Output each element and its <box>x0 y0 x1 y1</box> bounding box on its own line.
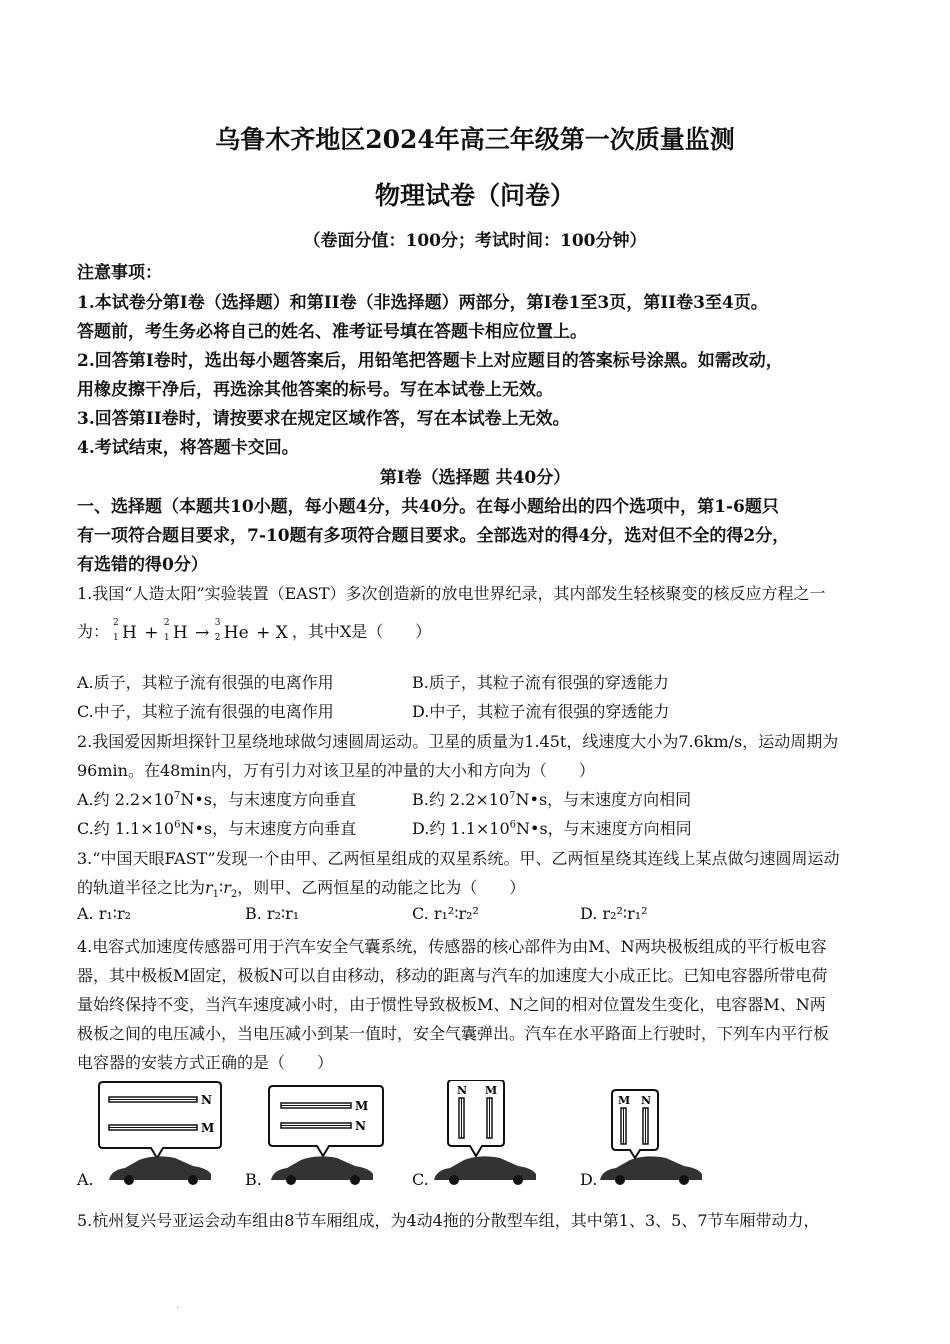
q1-stem: 1.我国“人造太阳”实验装置（EAST）多次创造新的放电世界纪录，其内部发生轻核聚变的核反应方程之一 <box>77 584 826 603</box>
q1-option-d[interactable]: D.中子，其粒子流有很强的穿透能力 <box>412 702 670 721</box>
plus-sign: + <box>256 622 271 643</box>
figure-d-capacitor-vertical[interactable] <box>598 1080 728 1185</box>
q3-stem-line2 <box>77 875 877 900</box>
q1-option-c[interactable]: C.中子，其粒子流有很强的电离作用 <box>77 702 334 721</box>
option-text: N•s，与末速度方向相同 <box>516 819 692 838</box>
plate-label-top: N <box>201 1093 212 1107</box>
nuclear-equation <box>113 617 288 643</box>
q2-stem: 2.我国爱因斯坦探针卫星绕地球做匀速圆周运动。卫星的质量为1.45t，线速度大小为7.6km/s，运动周期为 <box>77 732 839 751</box>
ratio-sign: ∶ <box>219 878 224 897</box>
q5-stem: 5.杭州复兴号亚运会动车组由8节车厢组成，为4动4拖的分散型车组，其中第1、3、5、7节车厢带动力， <box>77 1211 820 1230</box>
wheel-icon <box>615 1175 625 1185</box>
exponent: 6 <box>509 819 517 831</box>
element-symbol: H <box>122 622 137 643</box>
wheel-icon <box>188 1175 198 1185</box>
q1-option-b[interactable]: B.质子，其粒子流有很强的穿透能力 <box>412 673 669 692</box>
figure-b-capacitor-horizontal[interactable] <box>265 1080 395 1185</box>
wheel-icon <box>679 1175 689 1185</box>
figure-c-label[interactable]: C. <box>412 1170 429 1189</box>
subscript: 1 <box>212 889 220 901</box>
wheel-icon <box>286 1175 296 1185</box>
stem-text: ，则甲、乙两恒星的动能之比为（ ） <box>237 878 526 897</box>
plus-sign: + <box>144 622 159 643</box>
q2-option-c[interactable] <box>77 816 356 839</box>
part1-instruction: 有一项符合题目要求，7-10题有多项符合题目要求。全部选对的得4分，选对但不全的得2分， <box>77 526 790 546</box>
option-text: N•s，与末速度方向垂直 <box>180 819 357 838</box>
notice-line: 答题前，考生务必将自己的姓名、准考证号填在答题卡相应位置上。 <box>77 322 587 342</box>
figure-b-label[interactable]: B. <box>245 1170 262 1189</box>
arrow-icon: → <box>195 622 210 643</box>
q4-stem: 极板之间的电压减小，当电压减小到某一值时，安全气囊弹出。汽车在水平路面上行驶时，下列车内平行板 <box>77 1024 830 1043</box>
part1-instruction: 有选错的得0分） <box>77 555 208 575</box>
wheel-icon <box>513 1175 523 1185</box>
exponent: 6 <box>174 819 181 831</box>
exam-subtitle: 物理试卷（问卷） <box>374 181 575 210</box>
option-text: N•s，与末速度方向相同 <box>515 790 692 809</box>
part1-heading: 第I卷（选择题 共40分） <box>379 468 571 488</box>
wheel-icon <box>350 1175 360 1185</box>
q4-stem: 量始终保持不变，当汽车速度减小时，由于惯性导致极板M、N之间的相对位置发生变化，电容器M、N两 <box>77 995 826 1014</box>
option-text: B.约 2.2×10 <box>412 790 510 809</box>
q3-stem: 3.“中国天眼FAST”发现一个由甲、乙两恒星组成的双星系统。甲、乙两恒星绕其连线上某点做匀速圆周运动 <box>77 849 840 868</box>
exam-info: （卷面分值：100分；考试时间：100分钟） <box>303 231 647 251</box>
exam-title: 乌鲁木齐地区2024年高三年级第一次质量监测 <box>215 125 735 154</box>
q4-stem: 电容器的安装方式正确的是（ ） <box>77 1053 334 1072</box>
plate-label-left: N <box>457 1084 468 1097</box>
radius-symbol: r <box>205 878 213 897</box>
element-symbol: H <box>172 622 188 643</box>
notice-heading: 注意事项： <box>77 263 162 283</box>
wheel-icon <box>449 1175 459 1185</box>
plate-label-bottom: N <box>355 1119 366 1133</box>
q2-option-b[interactable] <box>412 787 691 810</box>
part1-instruction: 一、选择题（本题共10小题，每小题4分，共40分。在每小题给出的四个选项中，第1-6题只 <box>77 497 779 517</box>
mass-number: 2 <box>163 617 170 628</box>
unknown-particle: X <box>275 622 288 643</box>
plate-label-top: M <box>355 1099 369 1113</box>
q3-option-c[interactable]: C. r₁²∶r₂² <box>412 904 479 923</box>
q1-option-a[interactable]: A.质子，其粒子流有很强的电离作用 <box>77 673 334 692</box>
q2-option-d[interactable] <box>412 816 692 839</box>
exponent: 7 <box>509 790 516 802</box>
q2-option-a[interactable] <box>77 787 356 810</box>
stem-text: 的轨道半径之比为 <box>77 878 206 897</box>
plate-label-bottom: M <box>201 1121 215 1135</box>
figure-d-label[interactable]: D. <box>580 1170 598 1189</box>
exponent: 7 <box>173 790 181 802</box>
notice-line: 1.本试卷分第I卷（选择题）和第II卷（非选择题）两部分，第I卷1至3页，第II卷3至4页。 <box>77 293 768 313</box>
plate-label-right: M <box>485 1084 498 1097</box>
option-text: C.约 1.1×10 <box>77 819 175 838</box>
charge-number: 1 <box>113 632 119 643</box>
q3-option-a[interactable]: A. r₁∶r₂ <box>77 904 132 923</box>
q4-stem: 4.电容式加速度传感器可用于汽车安全气囊系统，传感器的核心部件为由M、N两块极板组成的平行板电容 <box>77 937 827 956</box>
q1-suffix: ，其中X是（ ） <box>291 622 432 641</box>
mass-number: 3 <box>214 617 221 628</box>
figure-a-capacitor-horizontal[interactable] <box>95 1080 225 1185</box>
wheel-icon <box>124 1175 134 1185</box>
option-text: N•s，与末速度方向垂直 <box>180 790 356 809</box>
charge-number: 1 <box>163 632 170 643</box>
notice-line: 3.回答第II卷时，请按要求在规定区域作答，写在本试卷上无效。 <box>77 409 570 429</box>
notice-line: 用橡皮擦干净后，再选涂其他答案的标号。写在本试卷上无效。 <box>77 380 553 400</box>
charge-number: 2 <box>214 632 221 643</box>
figure-a-label[interactable]: A. <box>77 1170 94 1189</box>
notice-line: 4.考试结束，将答题卡交回。 <box>77 438 299 458</box>
notice-line: 2.回答第I卷时，选出每小题答案后，用铅笔把答题卡上对应题目的答案标号涂黑。如需改动， <box>77 351 783 371</box>
page-mark: . <box>176 1300 180 1311</box>
q1-stem-line2 <box>77 619 877 643</box>
q1-prefix: 为： <box>77 622 110 641</box>
element-symbol: He <box>223 622 249 643</box>
mass-number: 2 <box>113 617 119 628</box>
q4-stem: 器，其中极板M固定，极板N可以自由移动，移动的距离与汽车的加速度大小成正比。已知电容器所带电荷 <box>77 966 828 985</box>
option-text: D.约 1.1×10 <box>412 819 510 838</box>
q3-option-d[interactable]: D. r₂²∶r₁² <box>580 904 648 923</box>
plate-label-right: N <box>641 1094 652 1107</box>
figure-c-capacitor-vertical[interactable] <box>430 1080 560 1185</box>
subscript: 2 <box>230 889 238 901</box>
option-text: A.约 2.2×10 <box>77 790 174 809</box>
radius-symbol: r <box>223 878 231 897</box>
q3-option-b[interactable]: B. r₂∶r₁ <box>245 904 300 923</box>
plate-label-left: M <box>618 1094 631 1107</box>
q2-stem: 96min。在48min内，万有引力对该卫星的冲量的大小和方向为（ ） <box>77 761 595 780</box>
